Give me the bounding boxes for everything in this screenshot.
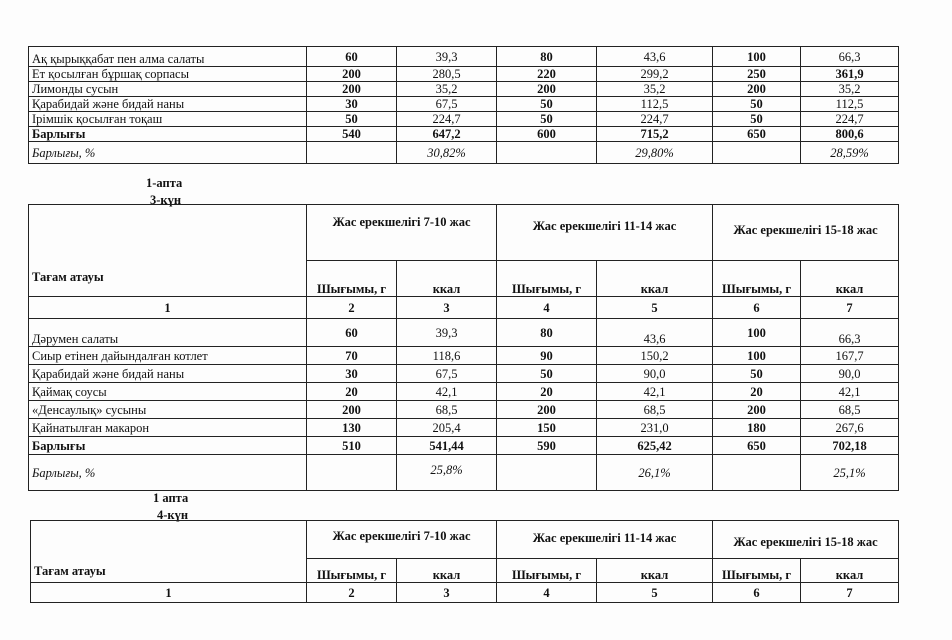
column-number-row bbox=[31, 583, 899, 603]
yield-cell: 20 bbox=[307, 383, 397, 401]
kcal-cell: 90,0 bbox=[597, 365, 713, 383]
percent-row bbox=[29, 455, 899, 491]
kcal-cell: 118,6 bbox=[397, 347, 497, 365]
table-row bbox=[29, 383, 899, 401]
table-row bbox=[29, 347, 899, 365]
kcal-cell: 67,5 bbox=[397, 97, 497, 112]
kcal-cell: 35,2 bbox=[397, 82, 497, 97]
yield-cell: 90 bbox=[497, 347, 597, 365]
column-number: 4 bbox=[497, 297, 597, 319]
kcal-header: ккал bbox=[801, 559, 899, 583]
table-row bbox=[29, 319, 899, 347]
column-number: 7 bbox=[801, 297, 899, 319]
yield-cell: 100 bbox=[713, 347, 801, 365]
kcal-cell: 43,6 bbox=[597, 319, 713, 347]
kcal-cell: 112,5 bbox=[801, 97, 899, 112]
yield-header: Шығымы, г bbox=[713, 261, 801, 297]
kcal-cell: 224,7 bbox=[597, 112, 713, 127]
name-header: Тағам атауы bbox=[29, 205, 307, 297]
empty-cell bbox=[497, 142, 597, 164]
column-number: 2 bbox=[307, 297, 397, 319]
table-row bbox=[29, 419, 899, 437]
name-header: Тағам атауы bbox=[31, 521, 307, 583]
dish-name: Дәрумен салаты bbox=[29, 319, 307, 347]
yield-cell: 60 bbox=[307, 47, 397, 67]
column-number-row bbox=[29, 297, 899, 319]
yield-cell: 50 bbox=[713, 365, 801, 383]
kcal-cell: 280,5 bbox=[397, 67, 497, 82]
kcal-cell: 68,5 bbox=[801, 401, 899, 419]
yield-cell: 180 bbox=[713, 419, 801, 437]
empty-cell bbox=[713, 142, 801, 164]
kcal-cell: 267,6 bbox=[801, 419, 899, 437]
kcal-cell: 42,1 bbox=[397, 383, 497, 401]
yield-cell: 50 bbox=[713, 112, 801, 127]
week-caption: 1-апта bbox=[146, 176, 183, 190]
yield-cell: 590 bbox=[497, 437, 597, 455]
yield-cell: 220 bbox=[497, 67, 597, 82]
kcal-cell: 702,18 bbox=[801, 437, 899, 455]
dish-name: Лимонды сусын bbox=[29, 82, 307, 97]
kcal-header: ккал bbox=[597, 261, 713, 297]
kcal-cell: 361,9 bbox=[801, 67, 899, 82]
kcal-cell: 90,0 bbox=[801, 365, 899, 383]
yield-cell: 540 bbox=[307, 127, 397, 142]
kcal-cell: 39,3 bbox=[397, 319, 497, 347]
yield-cell: 50 bbox=[497, 97, 597, 112]
kcal-cell: 42,1 bbox=[597, 383, 713, 401]
kcal-cell: 299,2 bbox=[597, 67, 713, 82]
column-number: 5 bbox=[597, 583, 713, 603]
kcal-cell: 231,0 bbox=[597, 419, 713, 437]
kcal-cell: 800,6 bbox=[801, 127, 899, 142]
kcal-cell: 35,2 bbox=[597, 82, 713, 97]
kcal-cell: 39,3 bbox=[397, 47, 497, 67]
yield-header: Шығымы, г bbox=[497, 559, 597, 583]
kcal-cell: 647,2 bbox=[397, 127, 497, 142]
table-row bbox=[29, 67, 899, 82]
table-row bbox=[29, 112, 899, 127]
kcal-cell: 224,7 bbox=[397, 112, 497, 127]
yield-cell: 650 bbox=[713, 127, 801, 142]
yield-cell: 30 bbox=[307, 365, 397, 383]
table-row bbox=[29, 47, 899, 67]
menu-table-day3 bbox=[28, 204, 899, 491]
yield-cell: 510 bbox=[307, 437, 397, 455]
kcal-cell: 68,5 bbox=[597, 401, 713, 419]
kcal-cell: 43,6 bbox=[597, 47, 713, 67]
yield-cell: 650 bbox=[713, 437, 801, 455]
yield-cell: 20 bbox=[713, 383, 801, 401]
yield-header: Шығымы, г bbox=[497, 261, 597, 297]
age-group-header: Жас ерекшелігі 15-18 жас bbox=[713, 521, 899, 559]
yield-header: Шығымы, г bbox=[713, 559, 801, 583]
kcal-cell: 224,7 bbox=[801, 112, 899, 127]
yield-header: Шығымы, г bbox=[307, 559, 397, 583]
header-row bbox=[29, 205, 899, 261]
yield-cell: 200 bbox=[713, 82, 801, 97]
header-row bbox=[31, 521, 899, 559]
kcal-cell: 112,5 bbox=[597, 97, 713, 112]
dish-name: Қарабидай және бидай наны bbox=[29, 97, 307, 112]
yield-cell: 150 bbox=[497, 419, 597, 437]
kcal-cell: 42,1 bbox=[801, 383, 899, 401]
dish-name: «Денсаулық» сусыны bbox=[29, 401, 307, 419]
age-group-header: Жас ерекшелігі 15-18 жас bbox=[713, 205, 899, 261]
kcal-cell: 205,4 bbox=[397, 419, 497, 437]
percent-cell: 25,8% bbox=[397, 455, 497, 491]
yield-cell: 130 bbox=[307, 419, 397, 437]
age-group-header: Жас ерекшелігі 7-10 жас bbox=[307, 521, 497, 559]
percent-cell: 25,1% bbox=[801, 455, 899, 491]
yield-cell: 200 bbox=[307, 67, 397, 82]
day-caption: 3-күн bbox=[150, 193, 182, 207]
age-group-header: Жас ерекшелігі 7-10 жас bbox=[307, 205, 497, 261]
kcal-header: ккал bbox=[597, 559, 713, 583]
dish-name: Қарабидай және бидай наны bbox=[29, 365, 307, 383]
dish-name: Қайнатылған макарон bbox=[29, 419, 307, 437]
dish-name: Сиыр етінен дайындалған котлет bbox=[29, 347, 307, 365]
yield-cell: 200 bbox=[307, 82, 397, 97]
column-number: 6 bbox=[713, 583, 801, 603]
yield-cell: 70 bbox=[307, 347, 397, 365]
kcal-cell: 67,5 bbox=[397, 365, 497, 383]
yield-cell: 600 bbox=[497, 127, 597, 142]
column-number: 1 bbox=[29, 297, 307, 319]
column-number: 7 bbox=[801, 583, 899, 603]
empty-cell bbox=[713, 455, 801, 491]
week-caption: 1 апта bbox=[153, 491, 189, 505]
total-label: Барлығы bbox=[29, 437, 307, 455]
kcal-cell: 66,3 bbox=[801, 319, 899, 347]
table-row bbox=[29, 97, 899, 112]
kcal-cell: 715,2 bbox=[597, 127, 713, 142]
column-number: 1 bbox=[31, 583, 307, 603]
empty-cell bbox=[307, 455, 397, 491]
percent-label: Барлығы, % bbox=[29, 142, 307, 164]
column-number: 3 bbox=[397, 297, 497, 319]
yield-cell: 200 bbox=[497, 82, 597, 97]
table-row bbox=[29, 365, 899, 383]
percent-label: Барлығы, % bbox=[29, 455, 307, 491]
menu-table-day2 bbox=[28, 46, 899, 164]
total-row bbox=[29, 437, 899, 455]
table1-body bbox=[29, 47, 899, 164]
column-number: 3 bbox=[397, 583, 497, 603]
age-group-header: Жас ерекшелігі 11-14 жас bbox=[497, 521, 713, 559]
yield-cell: 60 bbox=[307, 319, 397, 347]
yield-cell: 80 bbox=[497, 47, 597, 67]
menu-table-day4 bbox=[30, 520, 899, 603]
yield-cell: 80 bbox=[497, 319, 597, 347]
kcal-header: ккал bbox=[801, 261, 899, 297]
kcal-cell: 625,42 bbox=[597, 437, 713, 455]
kcal-cell: 68,5 bbox=[397, 401, 497, 419]
column-number: 5 bbox=[597, 297, 713, 319]
dish-name: Ақ қырыққабат пен алма салаты bbox=[29, 47, 307, 67]
yield-cell: 100 bbox=[713, 319, 801, 347]
kcal-header: ккал bbox=[397, 559, 497, 583]
yield-cell: 20 bbox=[497, 383, 597, 401]
empty-cell bbox=[497, 455, 597, 491]
dish-name: Қаймақ соусы bbox=[29, 383, 307, 401]
dish-name: Ет қосылған бұршақ сорпасы bbox=[29, 67, 307, 82]
percent-cell: 28,59% bbox=[801, 142, 899, 164]
percent-cell: 26,1% bbox=[597, 455, 713, 491]
kcal-cell: 167,7 bbox=[801, 347, 899, 365]
column-number: 2 bbox=[307, 583, 397, 603]
kcal-header: ккал bbox=[397, 261, 497, 297]
yield-cell: 30 bbox=[307, 97, 397, 112]
total-row bbox=[29, 127, 899, 142]
kcal-cell: 541,44 bbox=[397, 437, 497, 455]
dish-name: Ірімшік қосылған тоқаш bbox=[29, 112, 307, 127]
yield-cell: 50 bbox=[307, 112, 397, 127]
yield-header: Шығымы, г bbox=[307, 261, 397, 297]
total-label: Барлығы bbox=[29, 127, 307, 142]
yield-cell: 50 bbox=[713, 97, 801, 112]
yield-cell: 50 bbox=[497, 365, 597, 383]
empty-cell bbox=[307, 142, 397, 164]
kcal-cell: 150,2 bbox=[597, 347, 713, 365]
table-row bbox=[29, 82, 899, 97]
yield-cell: 100 bbox=[713, 47, 801, 67]
yield-cell: 250 bbox=[713, 67, 801, 82]
percent-cell: 29,80% bbox=[597, 142, 713, 164]
age-group-header: Жас ерекшелігі 11-14 жас bbox=[497, 205, 713, 261]
yield-cell: 200 bbox=[713, 401, 801, 419]
kcal-cell: 35,2 bbox=[801, 82, 899, 97]
kcal-cell: 66,3 bbox=[801, 47, 899, 67]
column-number: 6 bbox=[713, 297, 801, 319]
percent-cell: 30,82% bbox=[397, 142, 497, 164]
yield-cell: 200 bbox=[307, 401, 397, 419]
column-number: 4 bbox=[497, 583, 597, 603]
yield-cell: 200 bbox=[497, 401, 597, 419]
day-caption: 4-күн bbox=[157, 508, 189, 522]
percent-row bbox=[29, 142, 899, 164]
table-row bbox=[29, 401, 899, 419]
yield-cell: 50 bbox=[497, 112, 597, 127]
